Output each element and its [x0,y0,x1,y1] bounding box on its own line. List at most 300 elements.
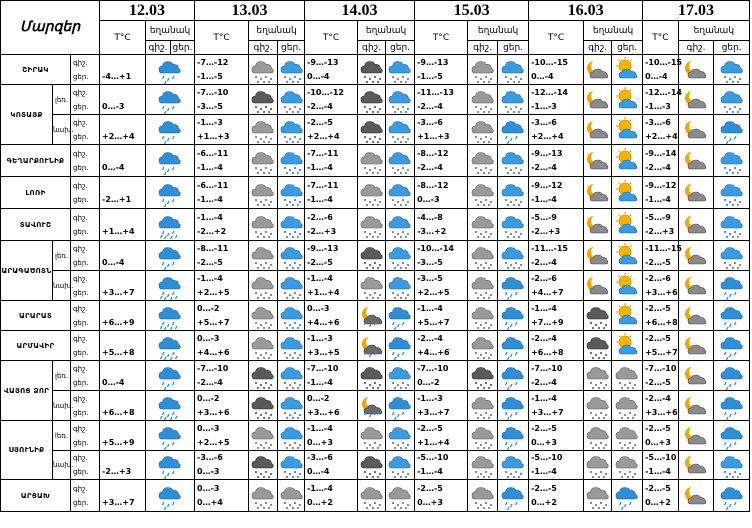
night-temp: -6…-11 [197,180,229,190]
weather-cell [358,55,386,85]
weather-cell [358,85,386,115]
cloud-snow-icon [584,422,611,450]
time-of-day-labels [71,451,100,480]
weather-cell [386,115,415,145]
weather-cell [612,361,643,391]
cloud-snow-icon [584,362,611,390]
weather-cell [249,115,278,145]
region-name: ԱՐՄԱՎԻՐ [1,331,71,361]
snow-icon [714,86,749,114]
weather-cell [146,480,195,512]
weather-cell [278,241,305,271]
altitude-label: lեռ. [53,421,71,451]
moon-cloud-icon [679,392,714,420]
night-column-header: գիշ. [678,41,714,55]
day-temp: 0…+3 [531,437,557,447]
moon-cloud-icon [584,147,611,175]
day-label: ցեր. [73,468,89,476]
cloud-snow-icon [249,147,277,175]
night-temp: -7…-11 [307,180,339,190]
region-row [1,85,750,115]
day-temp: +6…+8 [645,317,678,327]
day-label: ցեր. [73,408,89,417]
day-temp: +7…+9 [531,317,564,327]
cloud-snow-icon [249,302,277,330]
temperature-cell [643,301,679,331]
temperature-cell [529,480,584,512]
weather-cell [584,145,612,177]
day-temp: +3…+6 [197,407,230,417]
night-temp: -3…-6 [197,453,223,462]
cloud-snow-icon [612,451,642,479]
snow-icon [278,422,304,450]
temperature-cell [100,480,146,512]
weather-cell [468,480,498,512]
snow-icon [498,147,528,175]
day-temp: -2…+3 [307,226,337,236]
cloud-snow-icon [612,392,642,420]
weather-cell [358,177,386,209]
temperature-cell [529,145,584,177]
time-of-day-labels [71,55,100,85]
day-label: ցեր. [73,348,89,357]
moon-cloud-icon [584,116,611,144]
region-row [1,451,750,480]
snow-icon [278,56,304,84]
day-temp: +2…+4 [102,131,135,141]
dark-cloud-icon [358,86,385,114]
temperature-cell [529,55,584,85]
cloud-snow-icon [358,272,385,300]
temperature-cell [195,271,249,301]
night-temp [100,179,145,193]
altitude-label: նախ. [53,271,71,301]
day-temp: 0…+2 [307,497,333,507]
temperature-cell [305,451,358,480]
rain-icon [714,422,749,450]
weather-cell [612,209,643,241]
day-temp: -1…-4 [531,194,557,204]
rain-icon [146,362,194,390]
temperature-cell [305,331,358,361]
weather-cell [468,451,498,480]
day-temp: -2…+2 [197,226,227,236]
day-column-header: ցեր. [714,41,750,55]
day-temp: -2…-5 [307,257,333,267]
weather-cell [584,55,612,85]
day-column-header: ցեր. [278,41,305,55]
day-label: ցեր. [73,318,89,327]
weather-cell [468,241,498,271]
night-label: գիշ. [73,394,88,403]
dark-cloud-icon [358,451,385,479]
day-temp: -3…-5 [417,257,443,267]
weather-cell [678,480,714,512]
day-temp: +1…+4 [417,437,450,447]
time-of-day-labels [71,241,100,271]
region-name: ՍՅՈՒՆԻՔ [1,421,53,480]
temperature-cell [529,115,584,145]
night-temp: -7…-11 [307,148,339,158]
weather-cell [584,271,612,301]
day-temp: +2…+5 [197,287,230,297]
rain-icon [498,116,528,144]
temperature-cell [195,145,249,177]
snow-icon [278,362,304,390]
cloud-snow-icon [468,482,497,510]
cloud-snow-icon [584,392,611,420]
night-temp: -9…-13 [417,57,449,67]
night-temp: -1…-4 [531,393,557,403]
region-row [1,209,750,241]
weather-cell [146,391,195,421]
snow-icon [386,147,414,175]
temperature-cell [529,301,584,331]
cloud-snow-icon [468,392,497,420]
temperature-cell [415,331,468,361]
dark-cloud-icon [358,56,385,84]
night-temp: -7…-10 [197,363,229,373]
weather-cell [612,391,643,421]
weather-cell [249,480,278,512]
temperature-cell [195,451,249,480]
time-of-day-labels [71,115,100,145]
day-column-header: ցեր. [386,41,415,55]
weather-cell [278,421,305,451]
heavy-rain-icon [146,392,194,420]
temperature-cell [305,85,358,115]
temperature-cell [643,331,679,361]
temperature-cell [195,209,249,241]
temp-column-header: T°C [643,21,679,55]
weather-cell [498,145,529,177]
temperature-cell [415,421,468,451]
day-temp: +1…+3 [417,131,450,141]
day-temp: +2…+5 [417,287,450,297]
heavy-rain-icon [146,302,194,330]
day-temp: +6…+8 [102,407,135,417]
snow-icon [386,116,414,144]
weather-cell [146,145,195,177]
night-temp: -10…-12 [307,87,344,97]
weather-column-header: եղանակ [678,21,749,41]
day-temp: +1…+4 [307,287,340,297]
temperature-cell [643,177,679,209]
weather-cell [278,361,305,391]
weather-cell [468,85,498,115]
temp-column-header: T°C [305,21,358,55]
night-temp: 0…-2 [197,393,220,403]
dark-cloud-icon [358,362,385,390]
night-temp: -7…-10 [307,363,339,373]
day-temp: +4…+7 [531,287,564,297]
weather-cell [386,331,415,361]
day-temp: -1…-4 [197,194,223,204]
temperature-cell [100,209,146,241]
temperature-cell [100,391,146,421]
temperature-cell [415,241,468,271]
weather-cell [358,361,386,391]
weather-cell [678,55,714,85]
day-label: ցեր. [73,438,89,447]
temperature-cell [100,271,146,301]
night-temp: -10…-15 [645,57,682,67]
day-temp: +6…+8 [531,347,564,357]
temperature-cell [100,85,146,115]
night-temp: -2…-5 [645,423,671,433]
night-temp: -5…-9 [531,212,557,222]
region-row [1,55,750,85]
night-temp: -7…-10 [645,363,677,373]
night-temp: -2…-6 [531,273,557,283]
sun-cloud-icon [612,56,642,84]
rain-icon [714,272,749,300]
moon-cloud-icon [358,332,385,360]
snow-icon [498,211,528,239]
day-temp: 0…+4 [197,497,223,507]
day-temp: -2…-5 [645,257,671,267]
weather-cell [714,241,750,271]
night-temp: -9…-13 [307,243,339,253]
moon-cloud-icon [679,242,714,270]
temperature-cell [643,271,679,301]
temperature-cell [195,115,249,145]
temperature-cell [415,85,468,115]
weather-cell [714,391,750,421]
rain-icon [146,56,194,84]
weather-cell [146,55,195,85]
weather-cell [468,177,498,209]
day-temp: +3…+7 [417,407,450,417]
weather-cell [358,391,386,421]
rain-icon [498,482,528,510]
temperature-cell [415,177,468,209]
moon-cloud-icon [679,211,714,239]
temperature-cell [305,115,358,145]
night-label: գիշ. [73,424,88,433]
weather-column-header: եղանակ [584,21,643,41]
temperature-cell [529,209,584,241]
weather-cell [714,85,750,115]
day-temp: 0…-4 [102,257,125,267]
region-name: ԳԵՂԱՐՔՈՒՆԻՔ [1,145,71,177]
night-label: գիշ. [73,334,88,343]
snow-icon [386,56,414,84]
weather-cell [584,421,612,451]
rain-icon [146,482,194,510]
night-temp [100,56,145,70]
day-column-header: ցեր. [498,41,529,55]
rain-icon [146,242,194,270]
weather-column-header: եղանակ [468,21,529,41]
cloud-snow-icon [278,482,304,510]
temperature-cell [305,301,358,331]
day-temp: -3…+2 [417,226,447,236]
temperature-cell [643,145,679,177]
weather-cell [278,391,305,421]
night-temp: 0…-2 [307,393,330,403]
night-temp: 0…-2 [197,303,220,313]
temperature-cell [415,115,468,145]
temp-column-header: T°C [195,21,249,55]
day-temp: +1…+4 [102,226,135,236]
moon-cloud-icon [584,179,611,207]
weather-cell [498,271,529,301]
weather-cell [714,331,750,361]
day-temp: 0…-3 [417,194,440,204]
temperature-cell [643,85,682,115]
moon-cloud-icon [584,56,611,84]
night-temp: -2…-5 [531,483,557,493]
region-row [1,177,750,209]
day-temp: -2…+3 [102,467,132,476]
day-temp: -1…-3 [645,101,671,111]
night-temp: -1…-4 [197,273,223,283]
rain-icon [498,392,528,420]
day-temp: -2…+3 [645,226,675,236]
day-temp: 0…-4 [307,71,330,81]
day-temp: +5…+8 [102,347,135,357]
day-temp: +3…+7 [531,407,564,417]
sun-cloud-icon [612,179,642,207]
temperature-cell [415,209,468,241]
temperature-cell [195,361,249,391]
day-temp: +6…+9 [102,317,135,327]
region-name: ԿՈՏԱՅՔ [1,85,53,145]
cloud-snow-icon [468,116,497,144]
weather-cell [278,301,305,331]
day-temp: -2…-4 [417,101,443,111]
region-row [1,145,750,177]
region-row [1,241,750,271]
heavy-rain-icon [146,332,194,360]
cloud-snow-icon [468,451,497,479]
cloud-snow-icon [468,422,497,450]
day-temp: +3…+7 [102,287,135,297]
weather-column-header: եղանակ [146,21,195,41]
weather-cell [358,301,386,331]
weather-cell [612,55,643,85]
weather-cell [249,177,278,209]
weather-cell [386,421,415,451]
weather-cell [386,85,415,115]
time-of-day-labels [71,361,100,391]
cloud-snow-icon [468,242,497,270]
day-column-header: ցեր. [612,41,643,55]
weather-cell [146,115,195,145]
weather-cell [358,241,386,271]
weather-cell [612,451,643,480]
weather-cell [386,480,415,512]
rain-icon [498,422,528,450]
dark-cloud-icon [249,451,277,479]
night-temp: -9…-12 [645,180,677,190]
region-name: ՏԱՎՈՒՇ [1,209,71,241]
day-temp: +5…+7 [645,347,678,357]
day-column-header: ցեր. [171,41,195,55]
temperature-cell [643,421,679,451]
dark-cloud-icon [584,332,611,360]
day-temp: 0…+2 [531,497,557,507]
temperature-cell [643,209,679,241]
cloud-snow-icon [468,211,497,239]
weather-cell [358,480,386,512]
dark-cloud-icon [249,86,277,114]
night-temp: -11…-13 [417,87,454,97]
temperature-cell [100,361,146,391]
day-temp: +3…+6 [645,287,678,297]
night-label: գիշ. [73,304,88,313]
weather-cell [498,391,529,421]
cloud-snow-icon [249,332,277,360]
weather-cell [498,55,529,85]
region-row [1,331,750,361]
day-temp: +2…+5 [197,437,230,447]
night-temp: -1…-4 [307,273,333,283]
snow-icon [714,179,749,207]
night-temp: -10…-15 [531,57,568,67]
moon-cloud-icon [679,302,714,330]
temperature-cell [529,271,584,301]
temperature-cell [100,115,146,145]
rain-icon [612,482,642,510]
snow-icon [714,242,749,270]
weather-cell [468,209,498,241]
weather-cell [498,209,529,241]
cloud-snow-icon [358,482,385,510]
snow-icon [278,86,304,114]
night-temp: -6…-11 [197,148,229,158]
weather-cell [146,241,195,271]
day-temp: -1…-4 [197,162,223,172]
weather-cell [278,451,305,480]
cloud-snow-icon [468,56,497,84]
night-temp: -2…-6 [645,273,671,283]
weather-cell [498,361,529,391]
weather-cell [358,331,386,361]
weather-cell [249,391,278,421]
night-temp: -12…-14 [645,87,682,97]
dark-cloud-icon [358,242,385,270]
night-label: գիշ. [73,58,88,67]
moon-cloud-icon [679,179,714,207]
rain-icon [498,362,528,390]
moon-cloud-icon [584,242,611,270]
night-temp: -2…-5 [645,333,671,343]
temperature-cell [643,391,679,421]
sun-cloud-icon [612,86,642,114]
weather-cell [386,209,415,241]
temperature-cell [305,145,358,177]
weather-cell [386,301,415,331]
weather-cell [678,301,714,331]
region-name: ԱՐԱԳԱԾՈՏՆ [1,241,53,301]
sun-cloud-icon [612,116,642,144]
weather-cell [678,391,714,421]
day-label: ցեր. [73,132,89,141]
temperature-cell [529,241,584,271]
region-name: ԱՐԱՐԱՏ [1,301,71,331]
day-temp: -1…-5 [417,71,443,81]
snow-icon [386,422,414,450]
time-of-day-labels [71,85,100,115]
day-temp: 0…-4 [102,162,125,172]
temperature-cell [529,331,584,361]
day-temp: -2…-5 [197,257,223,267]
temperature-cell [529,421,584,451]
weather-cell [278,145,305,177]
night-temp: -8…-11 [197,243,229,253]
